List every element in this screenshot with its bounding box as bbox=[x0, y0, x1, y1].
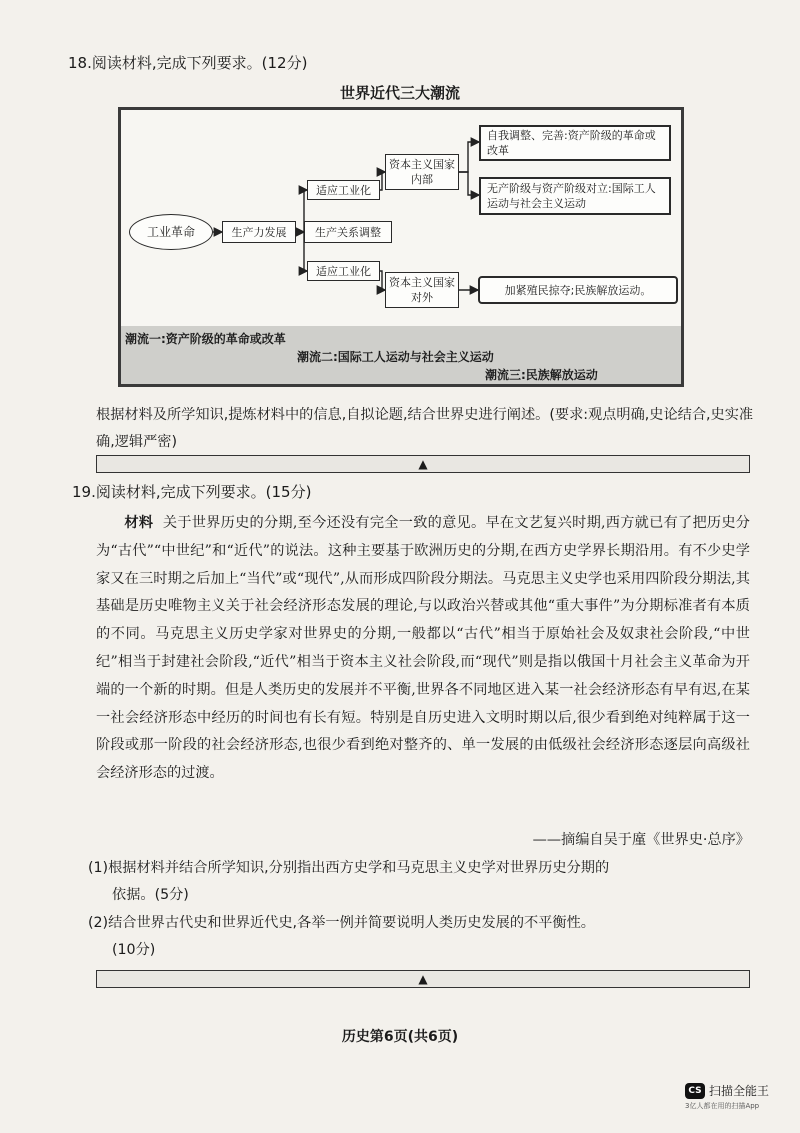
material-label: 材料 bbox=[124, 515, 154, 531]
diagram-title: 世界近代三大潮流 bbox=[339, 84, 460, 102]
proletariat-node: 无产阶级与资产阶级对立:国际工人运动与社会主义运动 bbox=[479, 177, 671, 215]
trends-legend bbox=[121, 326, 681, 384]
answer-marker-icon: ▲ bbox=[418, 972, 428, 986]
trend-one: 潮流一:资产阶级的革命或改革 bbox=[125, 332, 286, 346]
material-source: ——摘编自吴于廑《世界史·总序》 bbox=[532, 832, 750, 848]
question-19-material bbox=[96, 510, 750, 788]
plunder-node: 加紧殖民掠夺;民族解放运动。 bbox=[478, 276, 678, 304]
question-18-answer-bar[interactable] bbox=[96, 455, 750, 473]
adapt-industrialization-top-node: 适应工业化 bbox=[307, 180, 380, 200]
capitalist-external-node: 资本主义国家对外 bbox=[385, 272, 459, 308]
adapt-industrialization-bottom-node: 适应工业化 bbox=[307, 261, 380, 281]
sub-question-1-line-2: 依据。(5分) bbox=[112, 887, 189, 903]
trends-diagram bbox=[118, 107, 684, 387]
question-18-title: 18.阅读材料,完成下列要求。(12分) bbox=[68, 54, 308, 72]
relations-node: 生产关系调整 bbox=[304, 221, 392, 243]
camscanner-icon: CS bbox=[685, 1083, 705, 1099]
sub-question-2-line-1: (2)结合世界古代史和世界近代史,各举一例并简要说明人类历史发展的不平衡性。 bbox=[88, 915, 595, 931]
arrow-internal-to-proletariat bbox=[459, 172, 479, 195]
scanner-watermark bbox=[685, 1082, 769, 1099]
trend-three: 潮流三:民族解放运动 bbox=[485, 368, 598, 382]
answer-marker-icon: ▲ bbox=[418, 457, 428, 471]
question-19-answer-bar[interactable] bbox=[96, 970, 750, 988]
watermark-name: 扫描全能王 bbox=[709, 1084, 770, 1098]
page-footer: 历史第6页(共6页) bbox=[341, 1029, 459, 1045]
question-18-requirement: 根据材料及所学知识,提炼材料中的信息,自拟论题,结合世界史进行阐述。(要求:观点明确,史论结合,史实准确,逻辑严密) bbox=[96, 407, 754, 450]
question-19-title: 19.阅读材料,完成下列要求。(15分) bbox=[72, 483, 312, 501]
material-text: 关于世界历史的分期,至今还没有完全一致的意见。早在文艺复兴时期,西方就已有了把历史分为“古代”“中世纪”和“近代”的说法。这种主要基于欧洲历史的分期,在西方史学界长期沿用。有不少史学家又在三时期之后加上“当代”或“现代”,从而形成四阶段分期法。马克思主义史学也采用四阶段分期法,其基础是历史唯物主义关于社会经济形态发展的理论,与以政治兴替或其他“重大事件”为分期标准者有本质的不同。马克思主义历史学家对世界史的分期,一般都以“古代”相当于原始社会及奴隶社会阶段,“中世纪”相当于封建社会阶段,“近代”相当于资本主义社会阶段,而“现代”则是指以俄国十月社会主义革命为开端的一个新的时期。但是人类历史的发展并不平衡,世界各不同地区进入某一社会经济形态有早有迟,在某一社会经济形态中经历的时间也有长有短。特别是自历史进入文明时期以后,很少看到绝对纯粹属于这一阶段或那一阶段的社会经济形态,也很少看到绝对整齐的、单一发展的由低级社会经济形态逐层向高级社会经济形态的过渡。 bbox=[96, 515, 750, 782]
watermark-tagline: 3亿人都在用的扫描App bbox=[685, 1102, 760, 1110]
capitalist-internal-node: 资本主义国家内部 bbox=[385, 154, 459, 190]
trend-two: 潮流二:国际工人运动与社会主义运动 bbox=[297, 350, 494, 364]
sub-question-2-line-2: (10分) bbox=[112, 942, 156, 958]
self-adjust-node: 自我调整、完善:资产阶级的革命或改革 bbox=[479, 125, 671, 161]
industrial-revolution-node: 工业革命 bbox=[129, 214, 213, 250]
arrow-internal-to-self-adjust bbox=[459, 142, 479, 172]
sub-question-1-line-1: (1)根据材料并结合所学知识,分别指出西方史学和马克思主义史学对世界历史分期的 bbox=[88, 860, 610, 876]
productivity-node: 生产力发展 bbox=[222, 221, 296, 243]
